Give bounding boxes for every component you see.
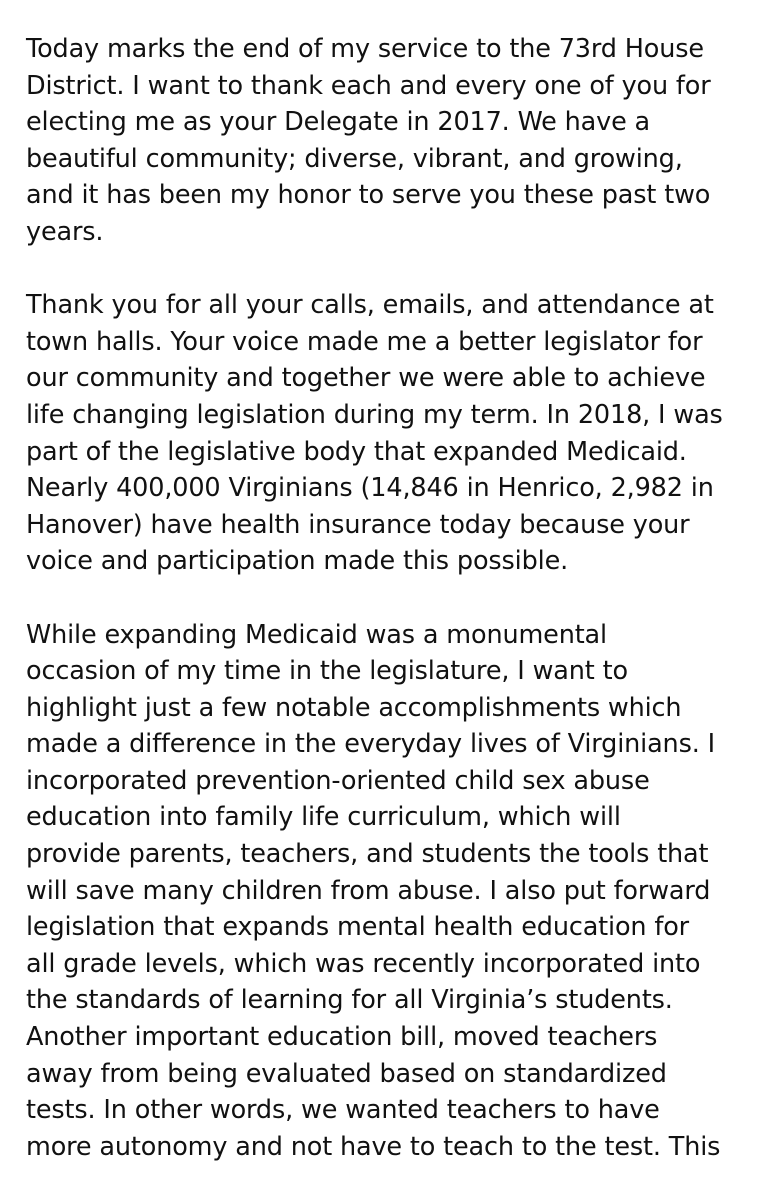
text-line: voice and participation made this possible. bbox=[26, 546, 569, 577]
text-line: part of the legislative body that expanded Medicaid. bbox=[26, 436, 687, 467]
text-line: Hanover) have health insurance today because your bbox=[26, 509, 690, 540]
text-line: away from being evaluated based on standardized bbox=[26, 1058, 667, 1089]
text-line: the standards of learning for all Virginia’s students. bbox=[26, 985, 673, 1016]
text-line: more autonomy and not have to teach to the test. This bbox=[26, 1131, 721, 1162]
text-line: While expanding Medicaid was a monumental bbox=[26, 619, 607, 650]
text-line: beautiful community; diverse, vibrant, and growing, bbox=[26, 143, 683, 174]
text-line: life changing legislation during my term. In 2018, I was bbox=[26, 399, 723, 430]
text-line: will save many children from abuse. I also put forward bbox=[26, 875, 711, 906]
text-line: our community and together we were able to achieve bbox=[26, 363, 706, 394]
paragraph-1 bbox=[26, 31, 776, 251]
text-line: Another important education bill, moved teachers bbox=[26, 1022, 658, 1053]
text-line: provide parents, teachers, and students the tools that bbox=[26, 839, 709, 870]
text-line: and it has been my honor to serve you these past two bbox=[26, 180, 711, 211]
text-line: years. bbox=[26, 216, 104, 247]
text-line: education into family life curriculum, which will bbox=[26, 802, 621, 833]
text-line: town halls. Your voice made me a better legislator for bbox=[26, 326, 703, 357]
text-line: highlight just a few notable accomplishments which bbox=[26, 692, 682, 723]
text-line: electing me as your Delegate in 2017. We have a bbox=[26, 107, 651, 138]
text-line: made a difference in the everyday lives of Virginians. I bbox=[26, 729, 715, 760]
text-line: Today marks the end of my service to the 73rd House bbox=[26, 34, 704, 64]
paragraph-2 bbox=[26, 287, 776, 580]
text-line: occasion of my time in the legislature, I want to bbox=[26, 656, 628, 687]
text-line: Nearly 400,000 Virginians (14,846 in Henrico, 2,982 in bbox=[26, 473, 714, 504]
text-line: legislation that expands mental health education for bbox=[26, 912, 689, 943]
text-line: all grade levels, which was recently incorporated into bbox=[26, 948, 701, 979]
paragraph-3 bbox=[26, 617, 776, 1166]
letter-body bbox=[26, 31, 776, 1202]
text-line: District. I want to thank each and every one of you for bbox=[26, 70, 711, 101]
text-line: Thank you for all your calls, emails, and attendance at bbox=[26, 290, 714, 321]
text-line: tests. In other words, we wanted teachers to have bbox=[26, 1095, 660, 1126]
text-line: incorporated prevention-oriented child sex abuse bbox=[26, 765, 650, 796]
